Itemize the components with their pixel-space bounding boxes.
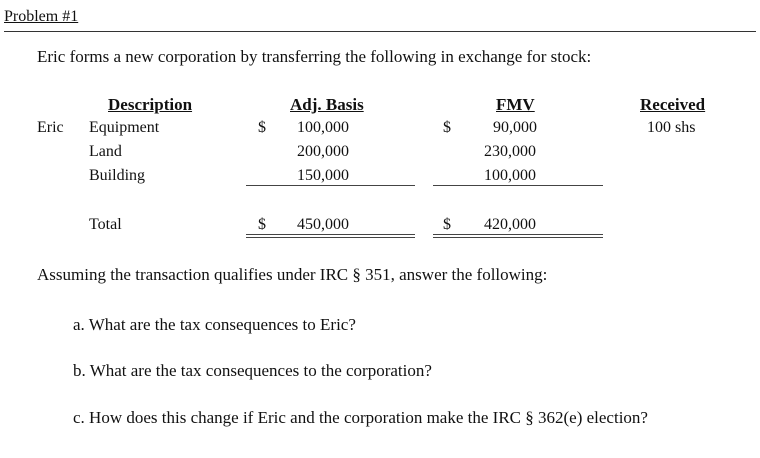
subtotal-rule-fmv — [433, 185, 603, 186]
row-fmv: 90,000 — [493, 119, 537, 136]
total-adj-basis: 450,000 — [297, 216, 349, 233]
question-a: a. What are the tax consequences to Eric? — [73, 315, 356, 334]
row-description: Land — [89, 143, 122, 160]
row-description: Building — [89, 167, 146, 184]
intro-text: Eric forms a new corporation by transferring the following in exchange for stock: — [37, 47, 592, 66]
row-fmv: 230,000 — [484, 143, 536, 160]
header-received: Received — [640, 95, 706, 114]
row-received: 100 shs — [647, 119, 696, 136]
row-adj-basis: 200,000 — [297, 143, 349, 160]
total-label: Total — [89, 216, 122, 233]
title-divider — [4, 31, 756, 32]
currency-symbol: $ — [258, 216, 266, 233]
problem-title: Problem #1 — [4, 8, 79, 25]
total-fmv: 420,000 — [484, 216, 536, 233]
question-c: c. How does this change if Eric and the corporation make the IRC § 362(e) election? — [73, 408, 648, 427]
currency-symbol: $ — [258, 119, 266, 136]
row-fmv: 100,000 — [484, 167, 536, 184]
total-double-rule-fmv — [433, 237, 603, 238]
currency-symbol: $ — [443, 216, 451, 233]
header-description: Description — [108, 95, 193, 114]
assumption-text: Assuming the transaction qualifies under IRC § 351, answer the following: — [37, 265, 548, 284]
person-name: Eric — [37, 119, 64, 136]
row-description: Equipment — [89, 119, 160, 136]
row-adj-basis: 100,000 — [297, 119, 349, 136]
total-double-rule-adj-basis — [246, 234, 415, 235]
subtotal-rule-adj-basis — [246, 185, 415, 186]
row-adj-basis: 150,000 — [297, 167, 349, 184]
header-fmv: FMV — [496, 95, 535, 114]
question-b: b. What are the tax consequences to the corporation? — [73, 361, 432, 380]
total-double-rule-adj-basis — [246, 237, 415, 238]
currency-symbol: $ — [443, 119, 451, 136]
header-adj-basis: Adj. Basis — [290, 95, 364, 114]
total-double-rule-fmv — [433, 234, 603, 235]
